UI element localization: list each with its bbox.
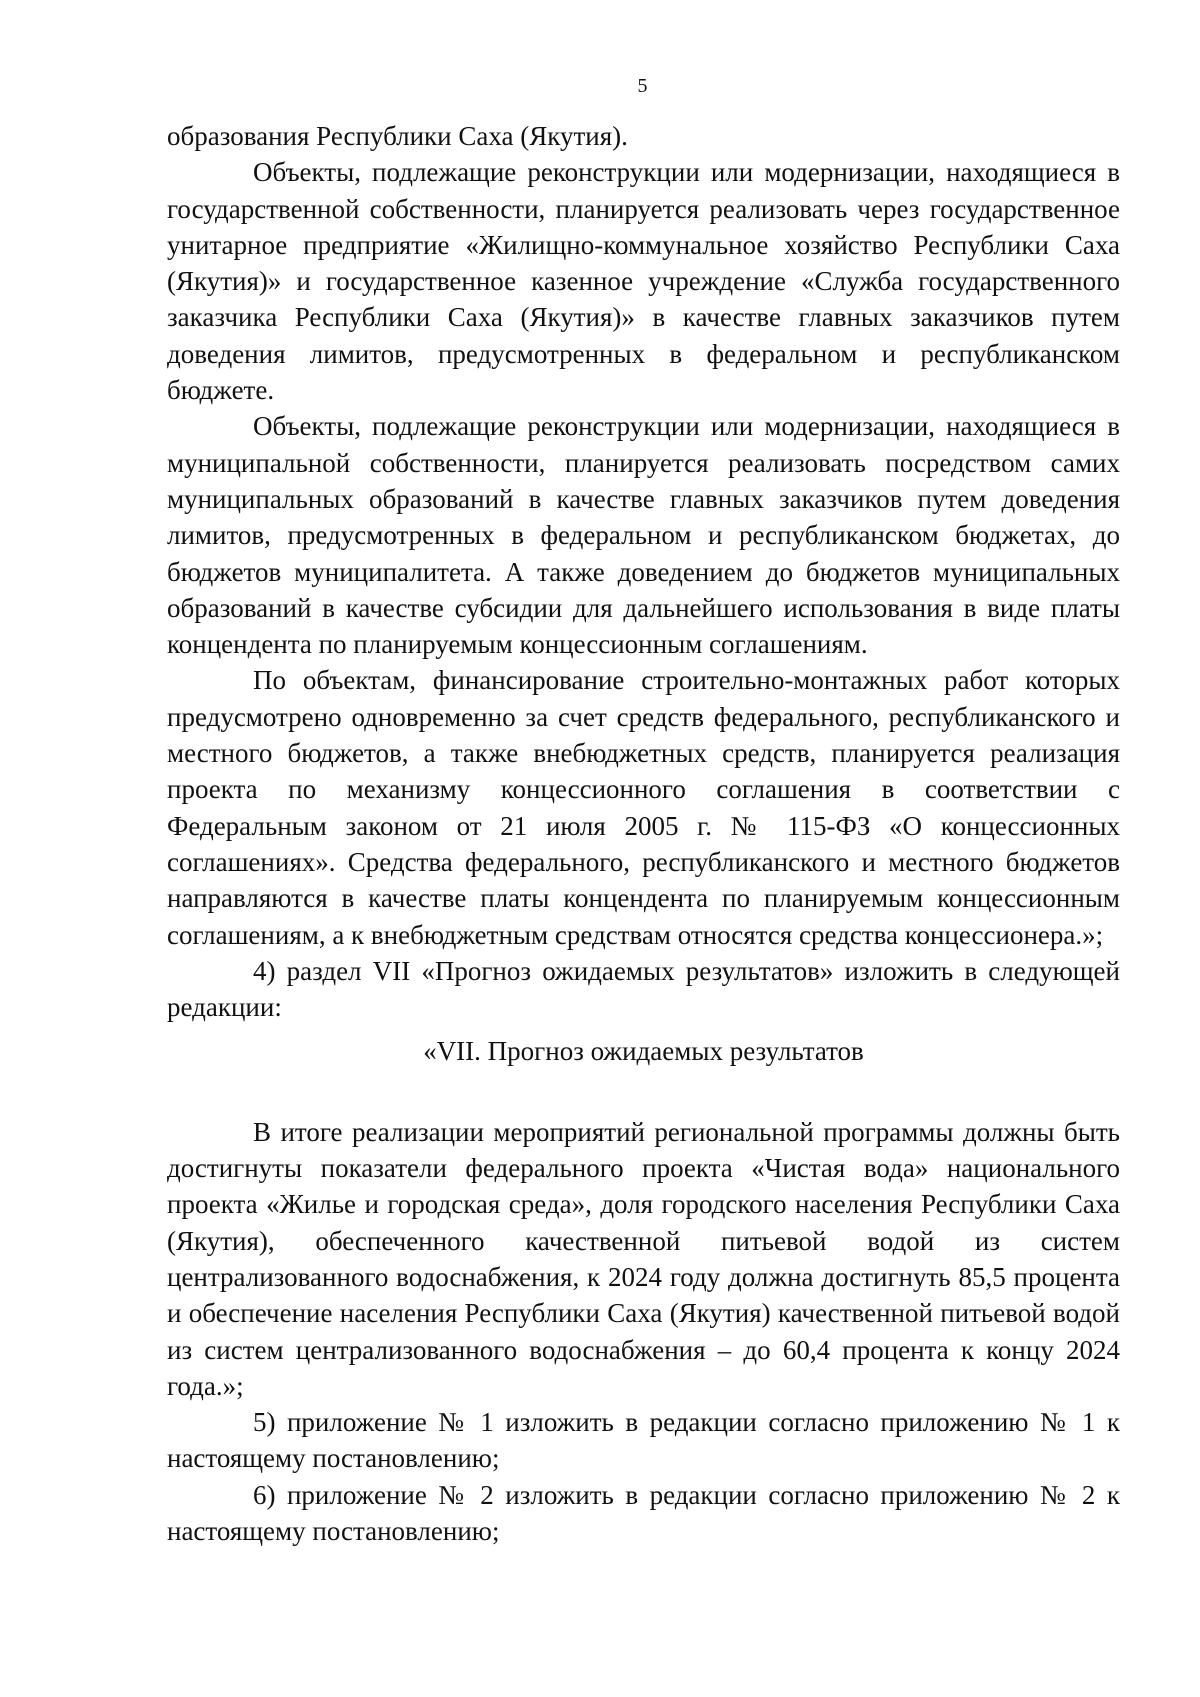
page-number: 5	[637, 75, 648, 97]
document-body	[167, 118, 1120, 1549]
paragraph-item-5: 5) приложение № 1 изложить в редакции согласно приложению № 1 к настоящему постановлению;	[167, 1407, 1120, 1474]
paragraph-item-6: 6) приложение № 2 изложить в редакции согласно приложению № 2 к настоящему постановлению;	[167, 1479, 1120, 1546]
section-heading: «VII. Прогноз ожидаемых результатов	[423, 1036, 864, 1067]
paragraph-continuation: образования Республики Саха (Якутия).	[167, 121, 628, 151]
paragraph-concession: По объектам, финансирование строительно-монтажных работ которых предусмотрено одновременно за счет средств федерального, республиканского и местного бюджетов, а также внебюджетных средств, планируется реализация проекта по механизму концессионного соглашения в соответствии с Федеральным законом от 21 июля 2005 г. № 115-ФЗ «О концессионных соглашениях». Средства федерального, республиканского и местного бюджетов направляются в качестве платы концендента по планируемым концессионным соглашениям, а к внебюджетным средствам относятся средства концессионера.»;	[167, 665, 1120, 950]
paragraph-municipal-property: Объекты, подлежащие реконструкции или модернизации, находящиеся в муниципальной собственности, планируется реализовать посредством самих муниципальных образований в качестве главных заказчиков путем доведения лимитов, предусмотренных в федеральном и республиканском бюджетах, до бюджетов муниципалитета. А также доведением до бюджетов муниципальных образований в качестве субсидии для дальнейшего использования в виде платы концендента по планируемым концессионным соглашениям.	[167, 411, 1120, 660]
paragraph-expected-results: В итоге реализации мероприятий региональной программы должны быть достигнуты показатели федерального проекта «Чистая вода» национального проекта «Жилье и городская среда», доля городского населения Республики Саха (Якутия), обеспеченного качественной питьевой водой из систем централизованного водоснабжения, к 2024 году должна достигнуть 85,5 процента и обеспечение населения Республики Саха (Якутия) качественной питьевой водой из систем централизованного водоснабжения – до 60,4 процента к концу 2024 года.»;	[167, 1116, 1120, 1401]
paragraph-item-4: 4) раздел VII «Прогноз ожидаемых результатов» изложить в следующей редакции:	[167, 955, 1120, 1023]
paragraph-state-property: Объекты, подлежащие реконструкции или модернизации, находящиеся в государственной собственности, планируется реализовать через государственное унитарное предприятие «Жилищно-коммунальное хозяйство Республики Саха (Якутия)» и государственное казенное учреждение «Служба государственного заказчика Республики Саха (Якутия)» в качестве главных заказчиков путем доведения лимитов, предусмотренных в федеральном и республиканском бюджете.	[167, 157, 1120, 406]
